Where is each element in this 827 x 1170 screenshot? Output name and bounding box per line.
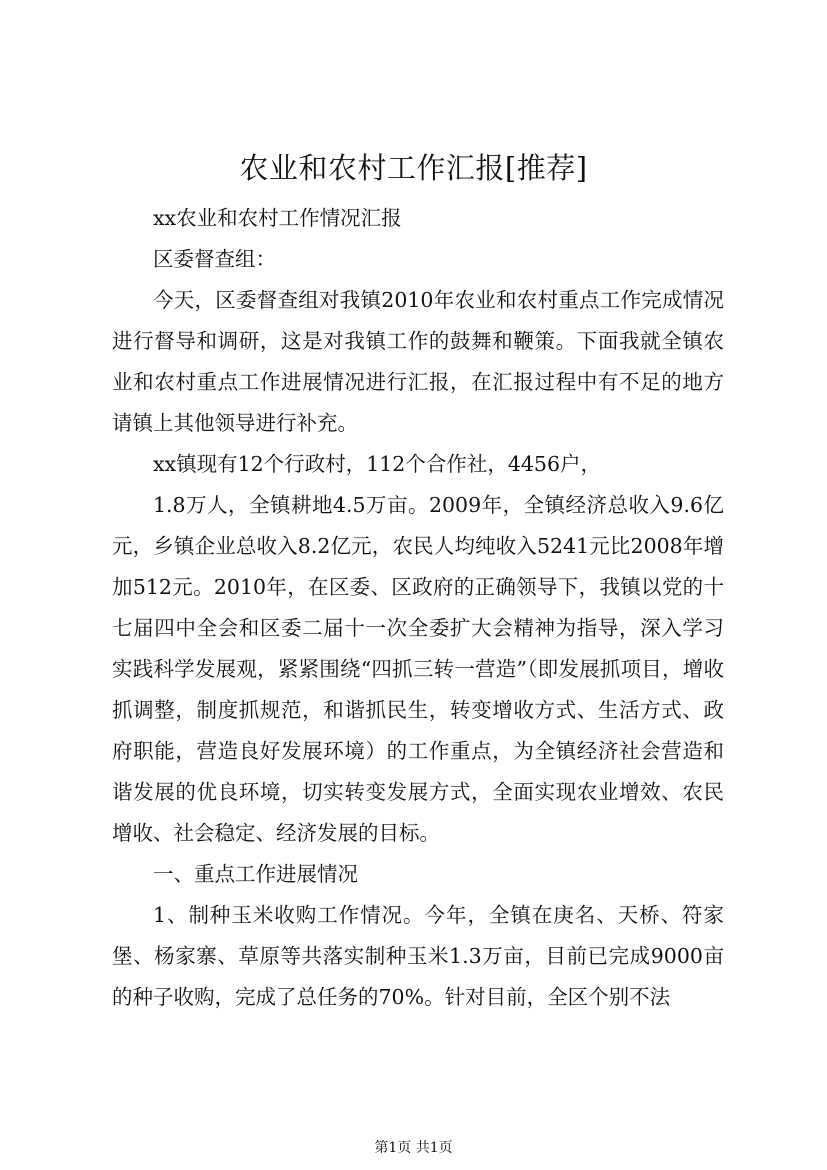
document-body [112,198,724,1018]
paragraph-corn-purchase: 1、制种玉米收购工作情况。今年，全镇在庚名、天桥、符家堡、杨家寨、草原等共落实制种玉米1.3万亩，目前已完成9000亩的种子收购，完成了总任务的70%。针对目前，全区个别不法 [112,903,724,1009]
paragraph-intro: 今天，区委督查组对我镇2010年农业和农村重点工作完成情况进行督导和调研，这是对我镇工作的鼓舞和鞭策。下面我就全镇农业和农村重点工作进展情况进行汇报，在汇报过程中有不足的地方请镇上其他领导进行补充。 [112,288,724,435]
paragraph-statistics: 1.8万人，全镇耕地4.5万亩。2009年，全镇经济总收入9.6亿元，乡镇企业总收入8.2亿元，农民人均纯收入5241元比2008年增加512元。2010年，在区委、区政府的正确领导下，我镇以党的十七届四中全会和区委二届十一次全委扩大会精神为指导，深入学习实践科学发展观，紧紧围绕“四抓三转一营造”（即发展抓项目，增收抓调整，制度抓规范，和谐抓民生，转变增收方式、生活方式、政府职能，营造良好发展环境）的工作重点，为全镇经济社会营造和谐发展的优良环境，切实转变发展方式，全面实现农业增效、农民增收、社会稳定、经济发展的目标。 [112,493,724,845]
section-heading: 一、重点工作进展情况 [153,862,358,886]
document-title: 农业和农村工作汇报[推荐] [239,151,588,185]
paragraph-heading: xx农业和农村工作情况汇报 [153,206,402,230]
page-footer: 第1页 共1页 [374,1140,453,1156]
paragraph-salutation: 区委督查组： [153,247,276,271]
paragraph-overview: xx镇现有12个行政村，112个合作社，4456户， [153,452,602,476]
